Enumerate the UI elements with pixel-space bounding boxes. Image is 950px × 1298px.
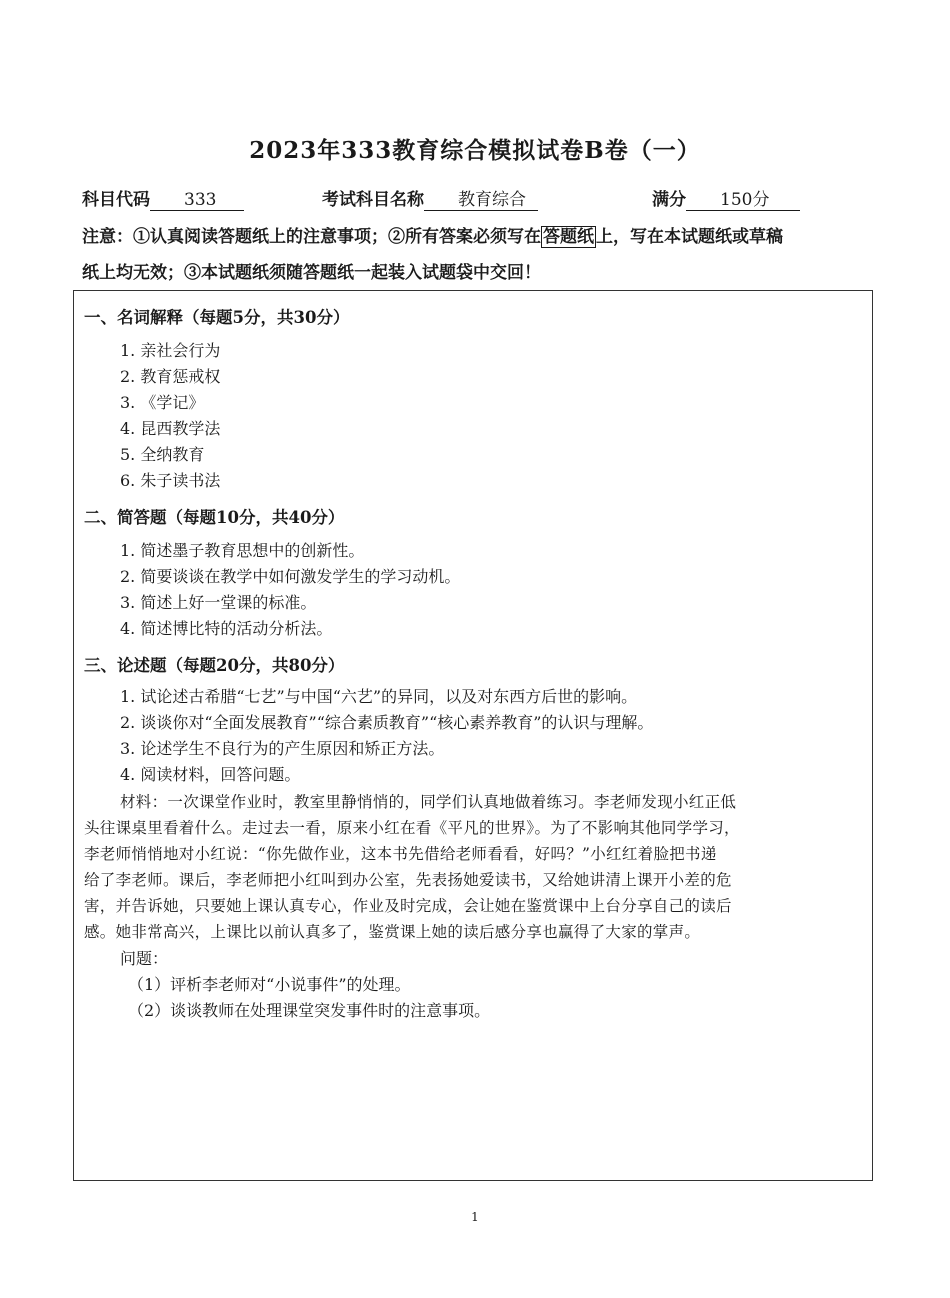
list-item: 3. 《学记》 — [120, 393, 205, 412]
list-item: 2. 简要谈谈在教学中如何激发学生的学习动机。 — [120, 567, 461, 586]
notice-line-1 — [82, 222, 882, 247]
subject-code-label: 科目代码 — [82, 190, 150, 210]
section-heading-3: 三、论述题（每题20分，共80分） — [84, 656, 345, 675]
question-item: （1）评析李老师对“小说事件”的处理。 — [128, 975, 411, 994]
question-label: 问题： — [120, 949, 169, 968]
subject-name — [322, 185, 538, 211]
notice-text-a: 注意：①认真阅读答题纸上的注意事项；②所有答案必须写在 — [82, 227, 541, 247]
question-item: （2）谈谈教师在处理课堂突发事件时的注意事项。 — [128, 1001, 491, 1020]
exam-meta-row — [82, 185, 882, 213]
page-title: 2023年333教育综合模拟试卷B卷（一） — [249, 137, 701, 164]
page-number: 1 — [471, 1210, 479, 1224]
full-score-label: 满分 — [652, 190, 686, 210]
full-score-value: 150分 — [686, 190, 800, 211]
subject-code — [82, 185, 244, 211]
material-line: 头往课桌里看着什么。走过去一看，原来小红在看《平凡的世界》。为了不影响其他同学学习， — [84, 819, 740, 837]
list-item: 6. 朱子读书法 — [120, 471, 221, 490]
subject-code-value: 333 — [150, 190, 244, 211]
material-line: 李老师悄悄地对小红说：“你先做作业，这本书先借给老师看看，好吗？”小红红着脸把书递 — [84, 845, 717, 863]
list-item: 3. 简述上好一堂课的标准。 — [120, 593, 317, 612]
answer-sheet-box: 答题纸 — [543, 227, 594, 247]
material-line: 材料：一次课堂作业时，教室里静悄悄的，同学们认真地做着练习。李老师发现小红正低 — [120, 793, 737, 811]
list-item: 1. 亲社会行为 — [120, 341, 221, 360]
list-item: 2. 教育惩戒权 — [120, 367, 221, 386]
section-heading-1: 一、名词解释（每题5分，共30分） — [84, 308, 350, 327]
list-item: 1. 简述墨子教育思想中的创新性。 — [120, 541, 365, 560]
list-item: 3. 论述学生不良行为的产生原因和矫正方法。 — [120, 739, 445, 758]
material-line: 感。她非常高兴，上课比以前认真多了，鉴赏课上她的读后感分享也赢得了大家的掌声。 — [84, 923, 701, 941]
list-item: 2. 谈谈你对“全面发展教育”“综合素质教育”“核心素养教育”的认识与理解。 — [120, 713, 654, 732]
full-score — [652, 185, 800, 211]
list-item: 5. 全纳教育 — [120, 445, 205, 464]
material-line: 害，并告诉她，只要她上课认真专心，作业及时完成，会让她在鉴赏课中上台分享自己的读后 — [84, 897, 732, 915]
list-item: 1. 试论述古希腊“七艺”与中国“六艺”的异同，以及对东西方后世的影响。 — [120, 687, 638, 706]
list-item: 4. 简述博比特的活动分析法。 — [120, 619, 333, 638]
notice-line-2: 纸上均无效；③本试题纸须随答题纸一起装入试题袋中交回！ — [82, 263, 541, 283]
notice-text-b: 上，写在本试题纸或草稿 — [596, 227, 783, 247]
section-heading-2: 二、简答题（每题10分，共40分） — [84, 508, 345, 527]
subject-name-label: 考试科目名称 — [322, 190, 424, 210]
list-item: 4. 阅读材料，回答问题。 — [120, 765, 301, 784]
subject-name-value: 教育综合 — [424, 190, 538, 211]
list-item: 4. 昆西教学法 — [120, 419, 221, 438]
material-line: 给了李老师。课后，李老师把小红叫到办公室，先表扬她爱读书，又给她讲清上课开小差的危 — [84, 871, 732, 889]
